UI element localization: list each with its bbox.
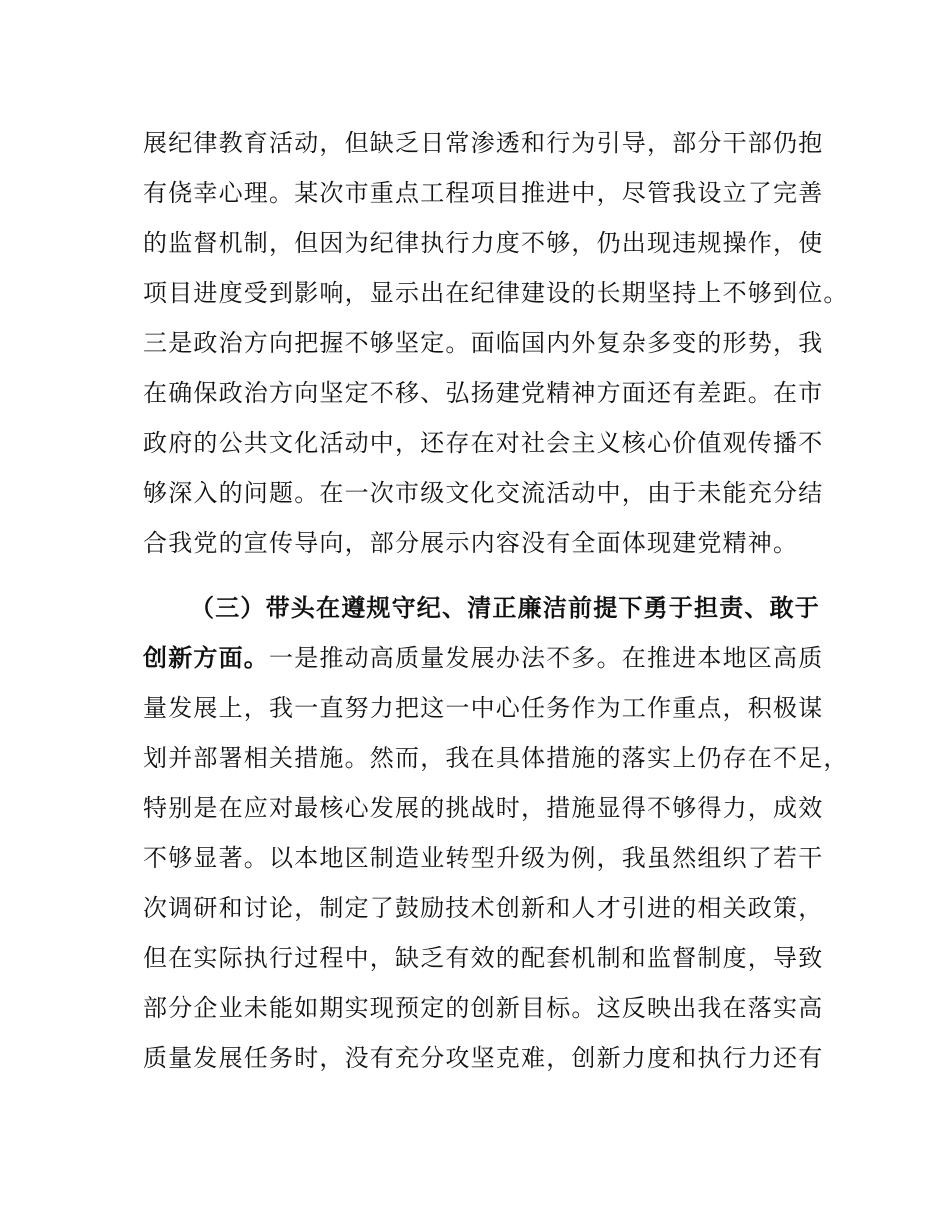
paragraph-line: 的监督机制，但因为纪律执行力度不够，仍出现违规操作，使: [143, 229, 824, 257]
paragraph-line: 特别是在应对最核心发展的挑战时，措施显得不够得力，成效: [143, 794, 824, 822]
paragraph-line: 量发展上，我一直努力把这一中心任务作为工作重点，积极谋: [143, 694, 824, 722]
paragraph-line: 次调研和讨论，制定了鼓励技术创新和人才引进的相关政策，: [143, 894, 824, 922]
paragraph-line: 有侥幸心理。某次市重点工程项目推进中，尽管我设立了完善: [143, 179, 824, 207]
section-heading-tail: 创新方面。: [143, 643, 269, 672]
section-heading-continuation: [143, 641, 823, 675]
section-heading: （三）带头在遵规守纪、清正廉洁前提下勇于担责、敢于: [190, 593, 820, 622]
paragraph-text: 一是推动高质量发展办法不多。在推进本地区高质: [269, 644, 824, 672]
paragraph-line: 不够显著。以本地区制造业转型升级为例，我虽然组织了若干: [143, 844, 824, 872]
paragraph-line: 展纪律教育活动，但缺乏日常渗透和行为引导，部分干部仍抱: [143, 129, 824, 157]
paragraph-line: 在确保政治方向坚定不移、弘扬建党精神方面还有差距。在市: [143, 379, 824, 407]
paragraph-line: 三是政治方向把握不够坚定。面临国内外复杂多变的形势，我: [143, 329, 824, 357]
paragraph-line: 划并部署相关措施。然而，我在具体措施的落实上仍存在不足，: [143, 744, 849, 772]
paragraph-line: 合我党的宣传导向，部分展示内容没有全面体现建党精神。: [143, 529, 799, 557]
paragraph-line: 质量发展任务时，没有充分攻坚克难，创新力度和执行力还有: [143, 1044, 824, 1072]
paragraph-line: 政府的公共文化活动中，还存在对社会主义核心价值观传播不: [143, 429, 824, 457]
paragraph-line: 但在实际执行过程中，缺乏有效的配套机制和监督制度，导致: [143, 944, 824, 972]
paragraph-line: 部分企业未能如期实现预定的创新目标。这反映出我在落实高: [143, 994, 824, 1022]
paragraph-line: 项目进度受到影响，显示出在纪律建设的长期坚持上不够到位。: [143, 279, 849, 307]
paragraph-line: 够深入的问题。在一次市级文化交流活动中，由于未能充分结: [143, 479, 824, 507]
